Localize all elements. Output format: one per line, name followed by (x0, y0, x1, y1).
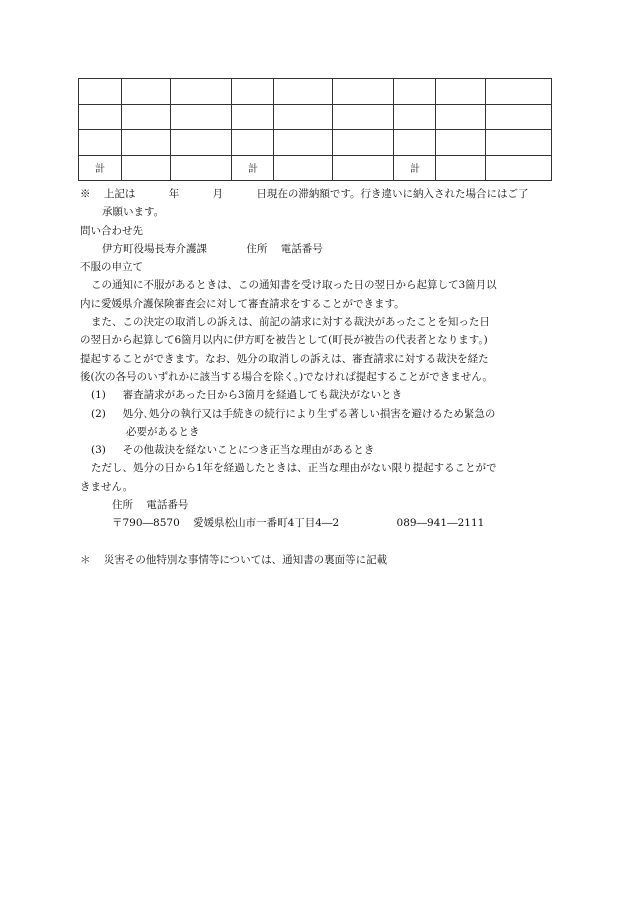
table-cell (232, 79, 274, 105)
item-1-number: (1) (91, 389, 106, 402)
table-cell (274, 104, 333, 130)
appeal-p2c: 提起することができます。なお、処分の取消しの訴えは、審査請求に対する裁決を経た (80, 352, 489, 365)
appeal-p3a: ただし、処分の日から1年を経過したときは、正当な理由がない限り提起することがで (91, 462, 497, 475)
appeal-item-2-cont: 必要があるとき (126, 425, 200, 438)
table-cell (122, 155, 171, 181)
table-cell (333, 104, 394, 130)
appeal-item-1 (80, 386, 550, 404)
table-row (79, 79, 552, 105)
table-cell (171, 79, 232, 105)
note-mark: ※ (80, 188, 91, 200)
appeal-p3b: きません。 (80, 480, 134, 493)
table-cell (232, 104, 274, 130)
appeal-heading: 不服の申立て (80, 261, 143, 274)
table-cell (333, 79, 394, 105)
table-cell (436, 104, 486, 130)
item-2-text: 処分､処分の執行又は手続きの続行により生ずる著しい損害を避けるため緊急の (122, 407, 496, 420)
item-3-text: その他裁決を経ないことにつき正当な理由があるとき (122, 444, 375, 457)
appeal-p1b: 内に愛媛県介護保険審査会に対して審査請求をすることができます。 (80, 297, 405, 310)
appeal-p2b: の翌日から起算して6箇月以内に伊方町を被告として(町長が被告の代表者となります。) (80, 334, 488, 347)
table-cell (333, 130, 394, 156)
footer-mark: ＊ (80, 553, 91, 566)
table-cell (436, 155, 486, 181)
note-line (80, 185, 550, 203)
table-cell (274, 130, 333, 156)
table-cell (394, 104, 436, 130)
note-year: 年 (168, 188, 180, 200)
table-cell: 計 (79, 155, 122, 181)
table-cell: 計 (232, 155, 274, 181)
appeal-p2a: また、この決定の取消しの訴えは、前記の請求に対する裁決があったことを知った日 (91, 316, 490, 329)
table-row (79, 130, 552, 156)
footer-text: 災害その他特別な事情等については、通知書の裏面等に記載 (103, 553, 388, 566)
appeal-p2d: 後(次の各号のいずれかに該当する場合を除く。)でなければ提起することができません。 (80, 370, 493, 383)
table-cell (486, 155, 552, 181)
inquiry-line (80, 240, 550, 258)
table-cell (436, 130, 486, 156)
note-line-2 (80, 203, 550, 221)
appeal-tel-label: 電話番号 (146, 499, 189, 512)
office-phone: 089―941―2111 (396, 517, 485, 530)
note-text-e: 承願います。 (102, 206, 165, 219)
inquiry-dept: 伊方町役場長寿介護課 (102, 242, 207, 255)
table-cell (79, 79, 122, 105)
table-cell (122, 104, 171, 130)
table-cell: 計 (394, 155, 436, 181)
table-cell (79, 104, 122, 130)
table-cell (394, 79, 436, 105)
appeal-addr-label: 住所 (112, 499, 133, 512)
office-address: 愛媛県松山市一番町4丁目4―2 (193, 517, 340, 530)
table-cell (333, 155, 394, 181)
arrears-table-body (79, 79, 552, 181)
note-month: 月 (212, 188, 224, 200)
footer-note (80, 551, 550, 569)
document-text (80, 185, 550, 569)
table-cell (486, 104, 552, 130)
appeal-item-2 (80, 405, 550, 423)
item-3-number: (3) (91, 444, 106, 457)
table-row (79, 104, 552, 130)
inquiry-addr-label: 住所 (246, 242, 268, 255)
item-2-number: (2) (91, 407, 106, 420)
table-cell (394, 130, 436, 156)
arrears-table (78, 78, 552, 181)
table-cell (274, 79, 333, 105)
table-cell (171, 155, 232, 181)
appeal-contact-line (80, 514, 550, 532)
postal-code: 〒790―8570 (112, 517, 180, 530)
table-cell (436, 79, 486, 105)
inquiry-tel-label: 電話番号 (280, 242, 323, 255)
appeal-contact-labels (80, 496, 550, 514)
table-cell (122, 130, 171, 156)
appeal-p1a: この通知に不服があるときは、この通知書を受け取った日の翌日から起算して3箇月以 (91, 279, 497, 292)
note-text-a: 上記は (103, 188, 136, 200)
appeal-item-3 (80, 441, 550, 459)
table-cell (122, 79, 171, 105)
table-cell (274, 155, 333, 181)
table-cell (232, 130, 274, 156)
table-cell (171, 130, 232, 156)
inquiry-heading: 問い合わせ先 (80, 224, 143, 237)
note-text-d: 日現在の滞納額です。行き違いに納入された場合にはご了 (256, 188, 529, 200)
table-cell (171, 104, 232, 130)
table-row (79, 155, 552, 181)
table-cell (79, 130, 122, 156)
table-cell (486, 130, 552, 156)
table-cell (486, 79, 552, 105)
item-1-text: 審査請求があった日から3箇月を経過しても裁決がないとき (122, 389, 403, 402)
